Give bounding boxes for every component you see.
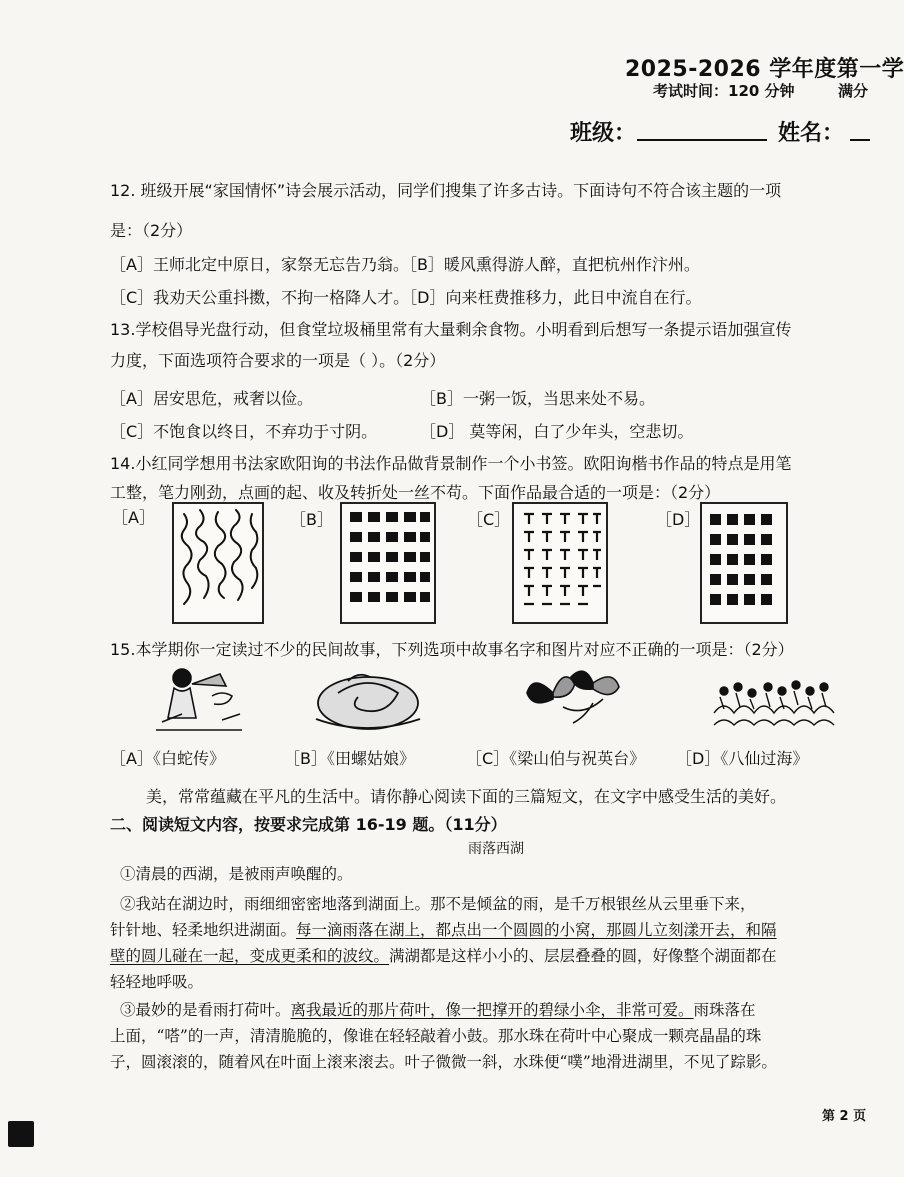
article-para-2-line1: ②我站在湖边时，雨细细密密地落到湖面上。那不是倾盆的雨，是千万根银丝从云里垂下来，: [120, 895, 756, 913]
name-blank-line[interactable]: [850, 139, 870, 141]
name-label: 姓名：: [778, 121, 845, 146]
story-image-eight-immortals-crowd: [710, 663, 834, 733]
class-label: 班级：: [570, 121, 637, 146]
q14-stem-line2: 工整，笔力刚劲，点画的起、收及转折处一丝不苟。下面作品最合适的一项是：（2分）: [110, 483, 721, 502]
calligraphy-a-cursive-image: [172, 502, 264, 624]
story-image-snail-shell: [308, 663, 428, 733]
article-para-2-line3: [110, 944, 777, 966]
article-para-3-line3: 子，圆滚滚的，随着风在叶面上滚来滚去。叶子微微一斜，水珠便“噗”地滑进湖里，不见了踪影。: [110, 1053, 777, 1071]
article-para-3-line2: 上面，“嗒”的一声，清清脆脆的，像谁在轻轻敲着小鼓。那水珠在荷叶中心聚成一颗亮晶晶的珠: [110, 1027, 762, 1045]
exam-title: 2025-2026 学年度第一学: [625, 57, 904, 82]
q15-option-c: ［C］《梁山伯与祝英台》: [466, 749, 646, 768]
class-blank-line[interactable]: [637, 139, 767, 141]
article-para-2-line4: 轻轻地呼吸。: [110, 973, 204, 991]
q12-options-cd: ［C］我劝天公重抖擞，不拘一格降人才。［D］向来枉费推移力，此日中流自在行。: [110, 288, 702, 307]
q14-stem-line1: 14.小红同学想用书法家欧阳询的书法作品做背景制作一个小书签。欧阳询楷书作品的特点是用笔: [110, 454, 792, 473]
exam-time: 考试时间：120 分钟: [653, 82, 795, 100]
article-title: 雨落西湖: [468, 841, 524, 857]
q13-option-a: ［A］居安思危，戒奢以俭。: [110, 389, 313, 408]
q14-label-d: ［D］: [656, 510, 701, 529]
q13-option-d: ［D］ 莫等闲，白了少年头，空悲切。: [420, 422, 694, 441]
calligraphy-c-regular-image: [512, 502, 608, 624]
plain-text: ③最妙的是看雨打荷叶。: [120, 1001, 291, 1019]
underlined-sentence-lotus: 离我最近的那片荷叶，像一把撑开的碧绿小伞，非常可爱。: [290, 1001, 694, 1019]
plain-text: 针针地、轻柔地织进湖面。: [110, 921, 297, 939]
story-image-woman-with-fan: [152, 660, 246, 734]
q14-label-c: ［C］: [467, 510, 511, 529]
article-para-2-line2: [110, 918, 777, 940]
q13-stem-line1: 13.学校倡导光盘行动，但食堂垃圾桶里常有大量剩余食物。小明看到后想写一条提示语加强宣传: [110, 320, 792, 339]
calligraphy-b-regular-image: [340, 502, 436, 624]
plain-text: 满湖都是这样小小的、层层叠叠的圆，好像整个湖面都在: [389, 947, 777, 965]
q14-label-b: ［B］: [290, 510, 333, 529]
q12-stem-line1: 12. 班级开展“家国情怀”诗会展示活动，同学们搜集了许多古诗。下面诗句不符合该主题的一项: [110, 181, 782, 200]
underlined-sentence-cont: 壁的圆儿碰在一起，变成更柔和的波纹。: [110, 947, 390, 965]
article-para-1: ①清晨的西湖，是被雨声唤醒的。: [120, 865, 353, 883]
q14-label-a: ［A］: [112, 508, 155, 527]
q15-option-d: ［D］《八仙过海》: [676, 749, 809, 768]
section-two-heading: 二、阅读短文内容，按要求完成第 16-19 题。（11分）: [110, 815, 507, 834]
q15-option-a: ［A］《白蛇传》: [110, 749, 225, 768]
black-corner-mark: [8, 1121, 34, 1147]
full-score-label: 满分: [838, 82, 869, 100]
plain-text: 雨珠落在: [693, 1001, 756, 1019]
q13-stem-line2: 力度，下面选项符合要求的一项是（ ）。（2分）: [110, 351, 446, 370]
page-number: 第 2 页: [822, 1109, 867, 1124]
reading-intro: 美，常常蕴藏在平凡的生活中。请你静心阅读下面的三篇短文，在文字中感受生活的美好。: [146, 787, 787, 806]
calligraphy-d-regular-image: [700, 502, 788, 624]
q12-stem-line2: 是：（2分）: [110, 221, 193, 240]
q15-stem: 15.本学期你一定读过不少的民间故事，下列选项中故事名字和图片对应不正确的一项是：（2分）: [110, 640, 794, 659]
story-image-butterflies: [523, 663, 631, 733]
q15-option-b: ［B］《田螺姑娘》: [284, 749, 415, 768]
underlined-sentence: 每一滴雨落在湖上，都点出一个圆圆的小窝，那圆儿立刻漾开去，和隔: [296, 921, 777, 939]
q13-option-c: ［C］不饱食以终日，不弃功于寸阴。: [110, 422, 378, 441]
q13-option-b: ［B］一粥一饭，当思来处不易。: [420, 389, 655, 408]
q12-options-ab: ［A］王师北定中原日，家祭无忘告乃翁。［B］暖风熏得游人醉，直把杭州作汴州。: [110, 255, 700, 274]
article-para-3-line1: [120, 998, 756, 1020]
